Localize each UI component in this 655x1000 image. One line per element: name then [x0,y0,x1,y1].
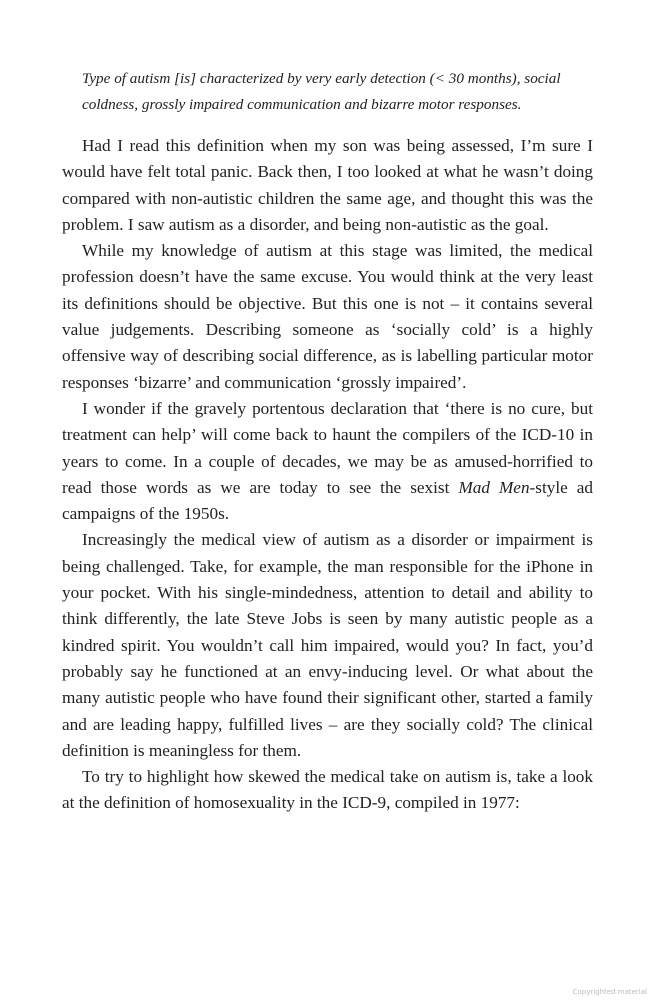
quote-line-2: coldness, grossly impaired communication and bizarre motor responses. [82,96,522,113]
paragraph-5: To try to highlight how skewed the medical take on autism is, take a look at the definition of homosexuality in the ICD-9, compiled in 1977: [62,767,593,813]
paragraph-3-italic-title: Mad Men [458,477,530,497]
paragraph-2: While my knowledge of autism at this stage was limited, the medical profession doesn’t have the same excuse. You would think at the very least its definitions should be objective. But this one is not – it contains several value judgements. Describing someone as ‘socially cold’ is a highly offensive way of describing social difference, as is labelling particular motor responses ‘bizarre’ and communication ‘grossly impaired’. [62,241,593,392]
block-quote [82,66,602,118]
copyright-watermark: Copyrighted material [572,988,647,996]
quote-line-1: Type of autism [is] characterized by very early detection (< 30 months), social [82,70,561,87]
paragraph-4: Increasingly the medical view of autism as a disorder or impairment is being challenged. Take, for example, the man responsible for the iPhone in your pocket. With his single-mindedness, attention to detail and ability to think differently, the late Steve Jobs is seen by many autistic people as a kindred spirit. You wouldn’t call him impaired, would you? In fact, you’d probably say he functioned at an envy-inducing level. Or what about the many autistic people who have found their significant other, started a family and are leading happy, fulfilled lives – are they socially cold? The clinical definition is meaningless for them. [62,530,593,760]
paragraph-3-text-before: I wonder if the gravely portentous declaration that ‘there is no cure, but treatment can help’ will come back to haunt the compilers of the ICD-10 in years to come. In a couple of decades, we may be as amused-horrified to read those words as we are today to see the sexist [62,398,593,497]
body-text [62,133,593,817]
paragraph-3-text-after: -style ad campaigns of the 1950s. [62,477,594,524]
paragraph-3 [62,396,593,527]
paragraph-1: Had I read this definition when my son was being assessed, I’m sure I would have felt total panic. Back then, I too looked at what he wasn’t doing compared with non-autistic children the same age, and thought this was the problem. I saw autism as a disorder, and being non-autistic as the goal. [62,136,593,234]
